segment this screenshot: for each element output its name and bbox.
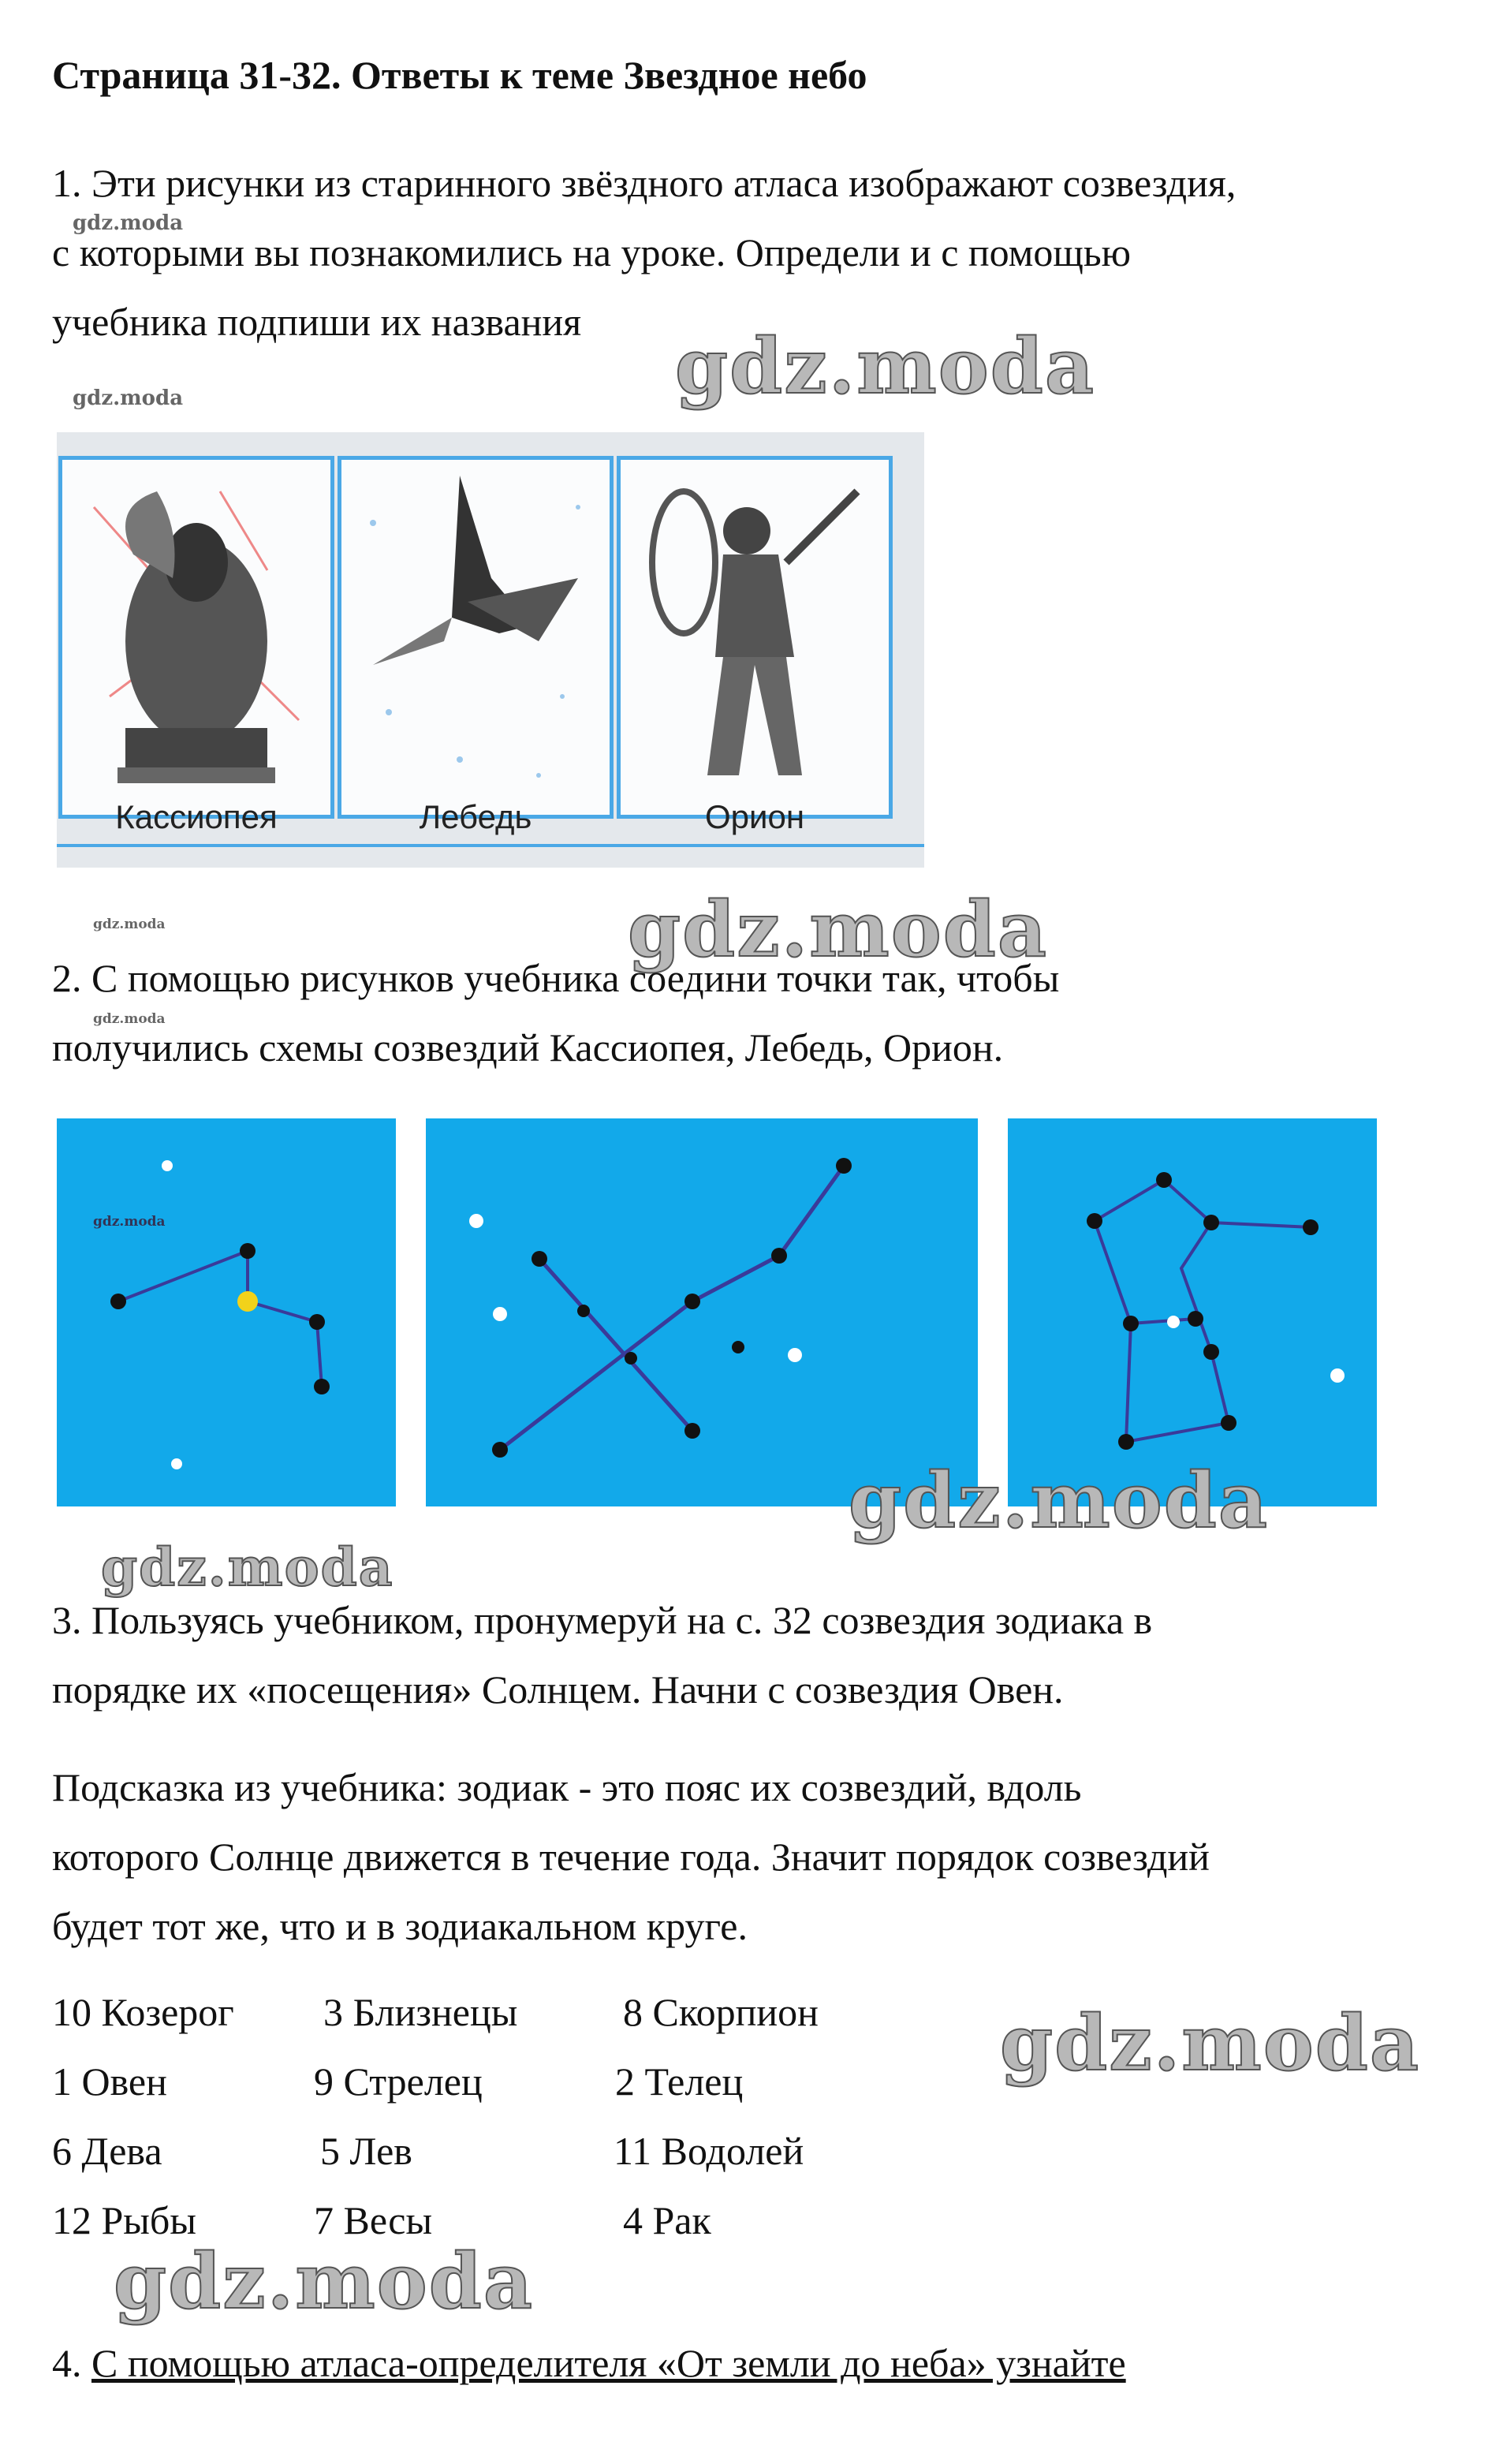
watermark-small: gdz.moda: [73, 386, 184, 410]
zodiac-item: 11 Водолей: [614, 2129, 804, 2173]
task2-line-1: 2. С помощью рисунков учебника соедини точки так, чтобы: [52, 956, 1060, 1000]
watermark: gdz.moda: [628, 885, 1049, 974]
task3-line-2: порядке их «посещения» Солнцем. Начни с созвездия Овен.: [52, 1667, 1064, 1712]
watermark: gdz.moda: [101, 1536, 394, 1598]
star-map-cygnus: [426, 1118, 978, 1506]
caption-cygnus: Лебедь: [419, 798, 532, 835]
zodiac-item: 5 Лев: [320, 2129, 412, 2173]
zodiac-item: 8 Скорпион: [623, 1990, 819, 2034]
page-title: Страница 31-32. Ответы к теме Звездное небо: [52, 53, 867, 97]
zodiac-item: 4 Рак: [623, 2198, 711, 2242]
watermark: gdz.moda: [1000, 1999, 1421, 2088]
caption-divider: [57, 844, 924, 847]
zodiac-item: 10 Козерог: [52, 1990, 234, 2034]
zodiac-item: 1 Овен: [52, 2059, 167, 2104]
caption-cassiopeia: Кассиопея: [115, 798, 278, 835]
watermark: gdz.moda: [675, 322, 1096, 411]
watermark-small: gdz.moda: [93, 1011, 166, 1027]
watermark-small: gdz.moda: [93, 917, 166, 932]
watermark-small: gdz.moda: [73, 211, 184, 235]
orion-scheme: [1008, 1118, 1377, 1506]
hint-line-1: Подсказка из учебника: зодиак - это пояс их созвездий, вдоль: [52, 1765, 1082, 1809]
caption-orion: Орион: [704, 798, 805, 835]
zodiac-item: 2 Телец: [615, 2059, 744, 2104]
atlas-panel-cassiopeia: [58, 456, 334, 819]
star-map-cassiopeia: [57, 1118, 396, 1506]
star-map-orion: [1008, 1118, 1377, 1506]
watermark: gdz.moda: [849, 1456, 1270, 1545]
zodiac-item: 9 Стрелец: [314, 2059, 483, 2104]
task1-line-1: 1. Эти рисунки из старинного звёздного атласа изображают созвездия,: [52, 161, 1236, 205]
cassiopeia-illustration: [62, 460, 330, 815]
task2-line-2: получились схемы созвездий Кассиопея, Лебедь, Орион.: [52, 1025, 1004, 1070]
watermark: gdz.moda: [114, 2237, 535, 2326]
task3-line-1: 3. Пользуясь учебником, пронумеруй на с. 32 созвездия зодиака в: [52, 1598, 1153, 1642]
atlas-panel-orion: [617, 456, 893, 819]
zodiac-item: 12 Рыбы: [52, 2198, 196, 2242]
cygnus-scheme: [426, 1118, 978, 1506]
task1-line-3: учебника подпиши их названия: [52, 300, 582, 344]
atlas-figure: [57, 432, 924, 868]
hint-line-3: будет тот же, что и в зодиакальном круге.: [52, 1904, 748, 1948]
task4-line: [52, 2328, 1126, 2398]
zodiac-item: 3 Близнецы: [323, 1990, 518, 2034]
task4-text: С помощью атласа-определителя «От земли до неба» узнайте: [91, 2341, 1126, 2385]
zodiac-item: 7 Весы: [314, 2198, 433, 2242]
cassiopeia-scheme: [57, 1118, 396, 1506]
task1-line-2: с которыми вы познакомились на уроке. Определи и с помощью: [52, 230, 1132, 274]
cygnus-illustration: [341, 460, 610, 815]
atlas-panel-cygnus: [338, 456, 614, 819]
watermark-small: gdz.moda: [93, 1214, 166, 1230]
zodiac-item: 6 Дева: [52, 2129, 162, 2173]
orion-illustration: [621, 460, 889, 815]
task4-number: 4.: [52, 2341, 91, 2385]
hint-line-2: которого Солнце движется в течение года. Значит порядок созвездий: [52, 1835, 1210, 1879]
